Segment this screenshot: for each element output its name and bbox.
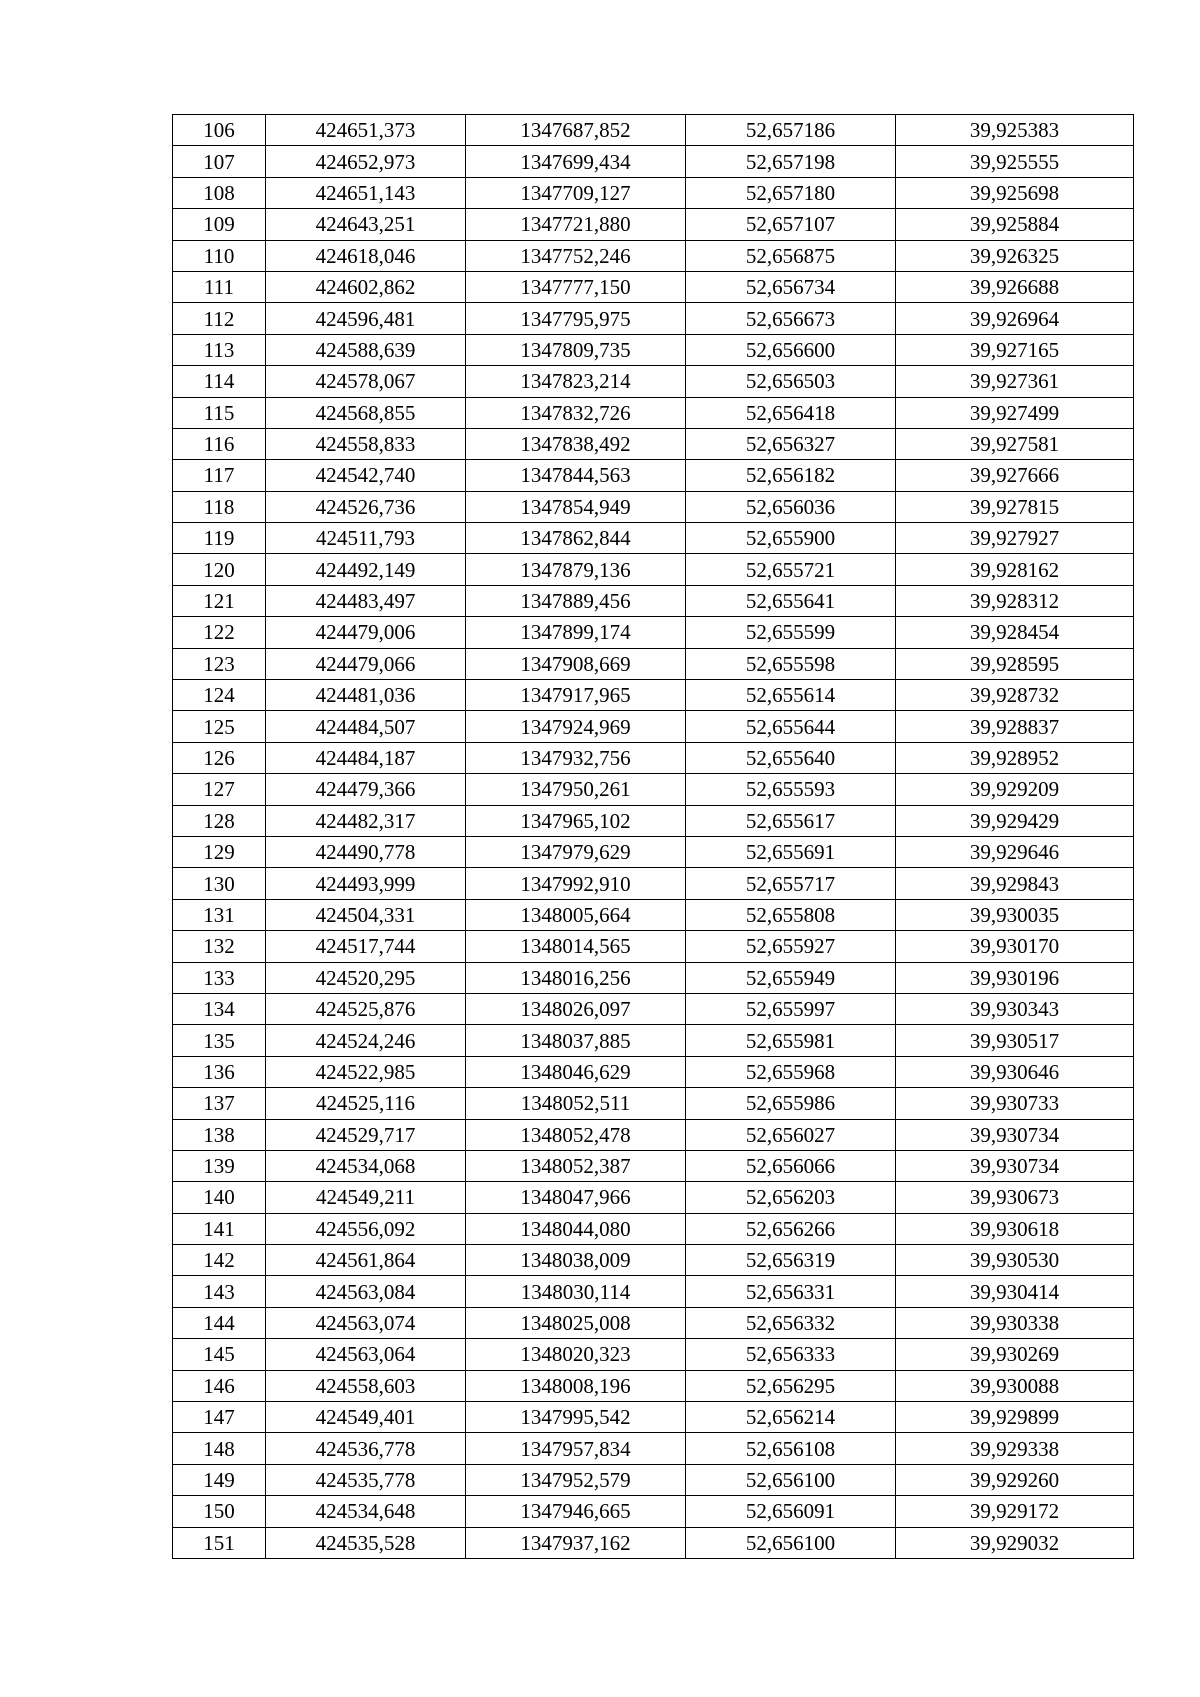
point-number-cell: 136 <box>173 1056 266 1087</box>
latitude-cell: 52,655599 <box>686 617 896 648</box>
table-row <box>173 554 1134 585</box>
y-coordinate-cell: 1347879,136 <box>466 554 686 585</box>
table-row <box>173 1339 1134 1370</box>
point-number-cell: 116 <box>173 428 266 459</box>
latitude-cell: 52,655614 <box>686 680 896 711</box>
coordinates-table-body <box>173 115 1134 1559</box>
y-coordinate-cell: 1347699,434 <box>466 146 686 177</box>
table-row <box>173 397 1134 428</box>
y-coordinate-cell: 1347965,102 <box>466 805 686 836</box>
x-coordinate-cell: 424563,064 <box>266 1339 466 1370</box>
longitude-cell: 39,930733 <box>896 1088 1134 1119</box>
y-coordinate-cell: 1347752,246 <box>466 240 686 271</box>
x-coordinate-cell: 424504,331 <box>266 899 466 930</box>
point-number-cell: 134 <box>173 993 266 1024</box>
latitude-cell: 52,655593 <box>686 774 896 805</box>
longitude-cell: 39,929260 <box>896 1464 1134 1495</box>
point-number-cell: 131 <box>173 899 266 930</box>
latitude-cell: 52,656418 <box>686 397 896 428</box>
y-coordinate-cell: 1347709,127 <box>466 177 686 208</box>
latitude-cell: 52,656214 <box>686 1402 896 1433</box>
x-coordinate-cell: 424588,639 <box>266 334 466 365</box>
y-coordinate-cell: 1347721,880 <box>466 209 686 240</box>
table-row <box>173 680 1134 711</box>
point-number-cell: 113 <box>173 334 266 365</box>
latitude-cell: 52,656100 <box>686 1527 896 1558</box>
point-number-cell: 143 <box>173 1276 266 1307</box>
point-number-cell: 115 <box>173 397 266 428</box>
longitude-cell: 39,927927 <box>896 523 1134 554</box>
y-coordinate-cell: 1347844,563 <box>466 460 686 491</box>
latitude-cell: 52,655721 <box>686 554 896 585</box>
point-number-cell: 117 <box>173 460 266 491</box>
y-coordinate-cell: 1347950,261 <box>466 774 686 805</box>
x-coordinate-cell: 424651,143 <box>266 177 466 208</box>
x-coordinate-cell: 424558,603 <box>266 1370 466 1401</box>
latitude-cell: 52,655927 <box>686 931 896 962</box>
latitude-cell: 52,656036 <box>686 491 896 522</box>
table-row <box>173 1370 1134 1401</box>
longitude-cell: 39,929172 <box>896 1496 1134 1527</box>
y-coordinate-cell: 1347687,852 <box>466 115 686 146</box>
x-coordinate-cell: 424568,855 <box>266 397 466 428</box>
point-number-cell: 121 <box>173 585 266 616</box>
longitude-cell: 39,926325 <box>896 240 1134 271</box>
point-number-cell: 147 <box>173 1402 266 1433</box>
table-row <box>173 1496 1134 1527</box>
latitude-cell: 52,655986 <box>686 1088 896 1119</box>
longitude-cell: 39,929338 <box>896 1433 1134 1464</box>
longitude-cell: 39,929032 <box>896 1527 1134 1558</box>
table-row <box>173 585 1134 616</box>
point-number-cell: 127 <box>173 774 266 805</box>
x-coordinate-cell: 424522,985 <box>266 1056 466 1087</box>
x-coordinate-cell: 424578,067 <box>266 366 466 397</box>
longitude-cell: 39,927581 <box>896 428 1134 459</box>
table-row <box>173 1088 1134 1119</box>
point-number-cell: 138 <box>173 1119 266 1150</box>
latitude-cell: 52,655900 <box>686 523 896 554</box>
point-number-cell: 118 <box>173 491 266 522</box>
longitude-cell: 39,926688 <box>896 271 1134 302</box>
latitude-cell: 52,656100 <box>686 1464 896 1495</box>
point-number-cell: 124 <box>173 680 266 711</box>
table-row <box>173 1213 1134 1244</box>
y-coordinate-cell: 1347979,629 <box>466 836 686 867</box>
x-coordinate-cell: 424481,036 <box>266 680 466 711</box>
latitude-cell: 52,655641 <box>686 585 896 616</box>
x-coordinate-cell: 424535,778 <box>266 1464 466 1495</box>
point-number-cell: 144 <box>173 1307 266 1338</box>
table-row <box>173 1182 1134 1213</box>
point-number-cell: 119 <box>173 523 266 554</box>
longitude-cell: 39,930517 <box>896 1025 1134 1056</box>
longitude-cell: 39,930734 <box>896 1119 1134 1150</box>
latitude-cell: 52,657180 <box>686 177 896 208</box>
y-coordinate-cell: 1347946,665 <box>466 1496 686 1527</box>
x-coordinate-cell: 424558,833 <box>266 428 466 459</box>
latitude-cell: 52,656673 <box>686 303 896 334</box>
table-row <box>173 1402 1134 1433</box>
y-coordinate-cell: 1348005,664 <box>466 899 686 930</box>
point-number-cell: 148 <box>173 1433 266 1464</box>
longitude-cell: 39,928454 <box>896 617 1134 648</box>
point-number-cell: 128 <box>173 805 266 836</box>
y-coordinate-cell: 1347908,669 <box>466 648 686 679</box>
latitude-cell: 52,656875 <box>686 240 896 271</box>
y-coordinate-cell: 1348044,080 <box>466 1213 686 1244</box>
x-coordinate-cell: 424483,497 <box>266 585 466 616</box>
longitude-cell: 39,925555 <box>896 146 1134 177</box>
table-row <box>173 240 1134 271</box>
latitude-cell: 52,656108 <box>686 1433 896 1464</box>
table-row <box>173 1056 1134 1087</box>
y-coordinate-cell: 1347924,969 <box>466 711 686 742</box>
longitude-cell: 39,928732 <box>896 680 1134 711</box>
y-coordinate-cell: 1347917,965 <box>466 680 686 711</box>
x-coordinate-cell: 424484,507 <box>266 711 466 742</box>
point-number-cell: 140 <box>173 1182 266 1213</box>
table-row <box>173 1150 1134 1181</box>
x-coordinate-cell: 424549,401 <box>266 1402 466 1433</box>
x-coordinate-cell: 424479,366 <box>266 774 466 805</box>
y-coordinate-cell: 1347854,949 <box>466 491 686 522</box>
x-coordinate-cell: 424525,876 <box>266 993 466 1024</box>
longitude-cell: 39,927666 <box>896 460 1134 491</box>
x-coordinate-cell: 424536,778 <box>266 1433 466 1464</box>
longitude-cell: 39,930646 <box>896 1056 1134 1087</box>
longitude-cell: 39,930414 <box>896 1276 1134 1307</box>
latitude-cell: 52,655968 <box>686 1056 896 1087</box>
y-coordinate-cell: 1348008,196 <box>466 1370 686 1401</box>
point-number-cell: 139 <box>173 1150 266 1181</box>
y-coordinate-cell: 1347889,456 <box>466 585 686 616</box>
longitude-cell: 39,925884 <box>896 209 1134 240</box>
y-coordinate-cell: 1347823,214 <box>466 366 686 397</box>
point-number-cell: 142 <box>173 1245 266 1276</box>
table-row <box>173 899 1134 930</box>
x-coordinate-cell: 424563,084 <box>266 1276 466 1307</box>
longitude-cell: 39,929899 <box>896 1402 1134 1433</box>
x-coordinate-cell: 424520,295 <box>266 962 466 993</box>
latitude-cell: 52,656319 <box>686 1245 896 1276</box>
longitude-cell: 39,930338 <box>896 1307 1134 1338</box>
x-coordinate-cell: 424643,251 <box>266 209 466 240</box>
longitude-cell: 39,928595 <box>896 648 1134 679</box>
y-coordinate-cell: 1347952,579 <box>466 1464 686 1495</box>
table-row <box>173 1119 1134 1150</box>
x-coordinate-cell: 424525,116 <box>266 1088 466 1119</box>
table-row <box>173 1464 1134 1495</box>
x-coordinate-cell: 424492,149 <box>266 554 466 585</box>
y-coordinate-cell: 1348052,511 <box>466 1088 686 1119</box>
table-row <box>173 1276 1134 1307</box>
point-number-cell: 122 <box>173 617 266 648</box>
x-coordinate-cell: 424542,740 <box>266 460 466 491</box>
longitude-cell: 39,925698 <box>896 177 1134 208</box>
coordinates-table <box>172 114 1134 1559</box>
y-coordinate-cell: 1347992,910 <box>466 868 686 899</box>
table-row <box>173 271 1134 302</box>
latitude-cell: 52,656066 <box>686 1150 896 1181</box>
longitude-cell: 39,930530 <box>896 1245 1134 1276</box>
longitude-cell: 39,930269 <box>896 1339 1134 1370</box>
table-row <box>173 209 1134 240</box>
point-number-cell: 107 <box>173 146 266 177</box>
point-number-cell: 137 <box>173 1088 266 1119</box>
longitude-cell: 39,925383 <box>896 115 1134 146</box>
x-coordinate-cell: 424602,862 <box>266 271 466 302</box>
x-coordinate-cell: 424529,717 <box>266 1119 466 1150</box>
table-row <box>173 177 1134 208</box>
x-coordinate-cell: 424526,736 <box>266 491 466 522</box>
y-coordinate-cell: 1347809,735 <box>466 334 686 365</box>
table-row <box>173 334 1134 365</box>
longitude-cell: 39,928837 <box>896 711 1134 742</box>
point-number-cell: 145 <box>173 1339 266 1370</box>
x-coordinate-cell: 424534,068 <box>266 1150 466 1181</box>
x-coordinate-cell: 424493,999 <box>266 868 466 899</box>
table-row <box>173 428 1134 459</box>
table-row <box>173 115 1134 146</box>
latitude-cell: 52,656600 <box>686 334 896 365</box>
latitude-cell: 52,656332 <box>686 1307 896 1338</box>
y-coordinate-cell: 1347777,150 <box>466 271 686 302</box>
y-coordinate-cell: 1347838,492 <box>466 428 686 459</box>
point-number-cell: 141 <box>173 1213 266 1244</box>
latitude-cell: 52,655808 <box>686 899 896 930</box>
point-number-cell: 150 <box>173 1496 266 1527</box>
y-coordinate-cell: 1348025,008 <box>466 1307 686 1338</box>
y-coordinate-cell: 1348038,009 <box>466 1245 686 1276</box>
point-number-cell: 146 <box>173 1370 266 1401</box>
y-coordinate-cell: 1347932,756 <box>466 742 686 773</box>
table-row <box>173 868 1134 899</box>
longitude-cell: 39,927361 <box>896 366 1134 397</box>
x-coordinate-cell: 424490,778 <box>266 836 466 867</box>
point-number-cell: 112 <box>173 303 266 334</box>
table-row <box>173 523 1134 554</box>
point-number-cell: 130 <box>173 868 266 899</box>
longitude-cell: 39,928312 <box>896 585 1134 616</box>
y-coordinate-cell: 1348016,256 <box>466 962 686 993</box>
latitude-cell: 52,655691 <box>686 836 896 867</box>
longitude-cell: 39,930035 <box>896 899 1134 930</box>
latitude-cell: 52,656295 <box>686 1370 896 1401</box>
y-coordinate-cell: 1347937,162 <box>466 1527 686 1558</box>
latitude-cell: 52,656734 <box>686 271 896 302</box>
table-row <box>173 805 1134 836</box>
table-row <box>173 1025 1134 1056</box>
point-number-cell: 132 <box>173 931 266 962</box>
x-coordinate-cell: 424563,074 <box>266 1307 466 1338</box>
latitude-cell: 52,656266 <box>686 1213 896 1244</box>
longitude-cell: 39,927815 <box>896 491 1134 522</box>
table-row <box>173 993 1134 1024</box>
latitude-cell: 52,656333 <box>686 1339 896 1370</box>
longitude-cell: 39,930170 <box>896 931 1134 962</box>
point-number-cell: 133 <box>173 962 266 993</box>
latitude-cell: 52,655949 <box>686 962 896 993</box>
longitude-cell: 39,930673 <box>896 1182 1134 1213</box>
y-coordinate-cell: 1348052,478 <box>466 1119 686 1150</box>
point-number-cell: 111 <box>173 271 266 302</box>
table-row <box>173 617 1134 648</box>
table-row <box>173 962 1134 993</box>
point-number-cell: 108 <box>173 177 266 208</box>
table-row <box>173 836 1134 867</box>
longitude-cell: 39,930734 <box>896 1150 1134 1181</box>
x-coordinate-cell: 424479,006 <box>266 617 466 648</box>
point-number-cell: 129 <box>173 836 266 867</box>
point-number-cell: 110 <box>173 240 266 271</box>
longitude-cell: 39,930618 <box>896 1213 1134 1244</box>
latitude-cell: 52,656331 <box>686 1276 896 1307</box>
x-coordinate-cell: 424651,373 <box>266 115 466 146</box>
y-coordinate-cell: 1347795,975 <box>466 303 686 334</box>
y-coordinate-cell: 1347957,834 <box>466 1433 686 1464</box>
point-number-cell: 120 <box>173 554 266 585</box>
latitude-cell: 52,655981 <box>686 1025 896 1056</box>
point-number-cell: 114 <box>173 366 266 397</box>
latitude-cell: 52,656203 <box>686 1182 896 1213</box>
latitude-cell: 52,656091 <box>686 1496 896 1527</box>
point-number-cell: 125 <box>173 711 266 742</box>
table-row <box>173 146 1134 177</box>
y-coordinate-cell: 1348052,387 <box>466 1150 686 1181</box>
x-coordinate-cell: 424524,246 <box>266 1025 466 1056</box>
x-coordinate-cell: 424517,744 <box>266 931 466 962</box>
y-coordinate-cell: 1347832,726 <box>466 397 686 428</box>
x-coordinate-cell: 424556,092 <box>266 1213 466 1244</box>
longitude-cell: 39,930196 <box>896 962 1134 993</box>
x-coordinate-cell: 424535,528 <box>266 1527 466 1558</box>
longitude-cell: 39,929209 <box>896 774 1134 805</box>
table-row <box>173 711 1134 742</box>
x-coordinate-cell: 424482,317 <box>266 805 466 836</box>
longitude-cell: 39,930343 <box>896 993 1134 1024</box>
x-coordinate-cell: 424596,481 <box>266 303 466 334</box>
y-coordinate-cell: 1348037,885 <box>466 1025 686 1056</box>
y-coordinate-cell: 1348020,323 <box>466 1339 686 1370</box>
longitude-cell: 39,929843 <box>896 868 1134 899</box>
table-row <box>173 491 1134 522</box>
y-coordinate-cell: 1347862,844 <box>466 523 686 554</box>
latitude-cell: 52,657186 <box>686 115 896 146</box>
y-coordinate-cell: 1348047,966 <box>466 1182 686 1213</box>
longitude-cell: 39,929429 <box>896 805 1134 836</box>
y-coordinate-cell: 1348026,097 <box>466 993 686 1024</box>
x-coordinate-cell: 424618,046 <box>266 240 466 271</box>
longitude-cell: 39,928952 <box>896 742 1134 773</box>
table-row <box>173 1527 1134 1558</box>
y-coordinate-cell: 1348046,629 <box>466 1056 686 1087</box>
point-number-cell: 151 <box>173 1527 266 1558</box>
x-coordinate-cell: 424561,864 <box>266 1245 466 1276</box>
latitude-cell: 52,656027 <box>686 1119 896 1150</box>
latitude-cell: 52,656503 <box>686 366 896 397</box>
table-row <box>173 648 1134 679</box>
point-number-cell: 149 <box>173 1464 266 1495</box>
longitude-cell: 39,928162 <box>896 554 1134 585</box>
latitude-cell: 52,656182 <box>686 460 896 491</box>
point-number-cell: 135 <box>173 1025 266 1056</box>
x-coordinate-cell: 424652,973 <box>266 146 466 177</box>
table-row <box>173 1245 1134 1276</box>
latitude-cell: 52,655717 <box>686 868 896 899</box>
x-coordinate-cell: 424534,648 <box>266 1496 466 1527</box>
latitude-cell: 52,655617 <box>686 805 896 836</box>
latitude-cell: 52,656327 <box>686 428 896 459</box>
x-coordinate-cell: 424479,066 <box>266 648 466 679</box>
latitude-cell: 52,657198 <box>686 146 896 177</box>
y-coordinate-cell: 1348030,114 <box>466 1276 686 1307</box>
latitude-cell: 52,655598 <box>686 648 896 679</box>
longitude-cell: 39,927165 <box>896 334 1134 365</box>
x-coordinate-cell: 424511,793 <box>266 523 466 554</box>
point-number-cell: 126 <box>173 742 266 773</box>
table-row <box>173 460 1134 491</box>
point-number-cell: 109 <box>173 209 266 240</box>
longitude-cell: 39,927499 <box>896 397 1134 428</box>
point-number-cell: 106 <box>173 115 266 146</box>
y-coordinate-cell: 1347899,174 <box>466 617 686 648</box>
table-row <box>173 366 1134 397</box>
table-row <box>173 774 1134 805</box>
table-row <box>173 742 1134 773</box>
longitude-cell: 39,929646 <box>896 836 1134 867</box>
table-row <box>173 303 1134 334</box>
latitude-cell: 52,655640 <box>686 742 896 773</box>
y-coordinate-cell: 1347995,542 <box>466 1402 686 1433</box>
x-coordinate-cell: 424484,187 <box>266 742 466 773</box>
table-row <box>173 1307 1134 1338</box>
point-number-cell: 123 <box>173 648 266 679</box>
longitude-cell: 39,930088 <box>896 1370 1134 1401</box>
y-coordinate-cell: 1348014,565 <box>466 931 686 962</box>
latitude-cell: 52,655644 <box>686 711 896 742</box>
latitude-cell: 52,655997 <box>686 993 896 1024</box>
x-coordinate-cell: 424549,211 <box>266 1182 466 1213</box>
latitude-cell: 52,657107 <box>686 209 896 240</box>
table-row <box>173 931 1134 962</box>
table-row <box>173 1433 1134 1464</box>
longitude-cell: 39,926964 <box>896 303 1134 334</box>
